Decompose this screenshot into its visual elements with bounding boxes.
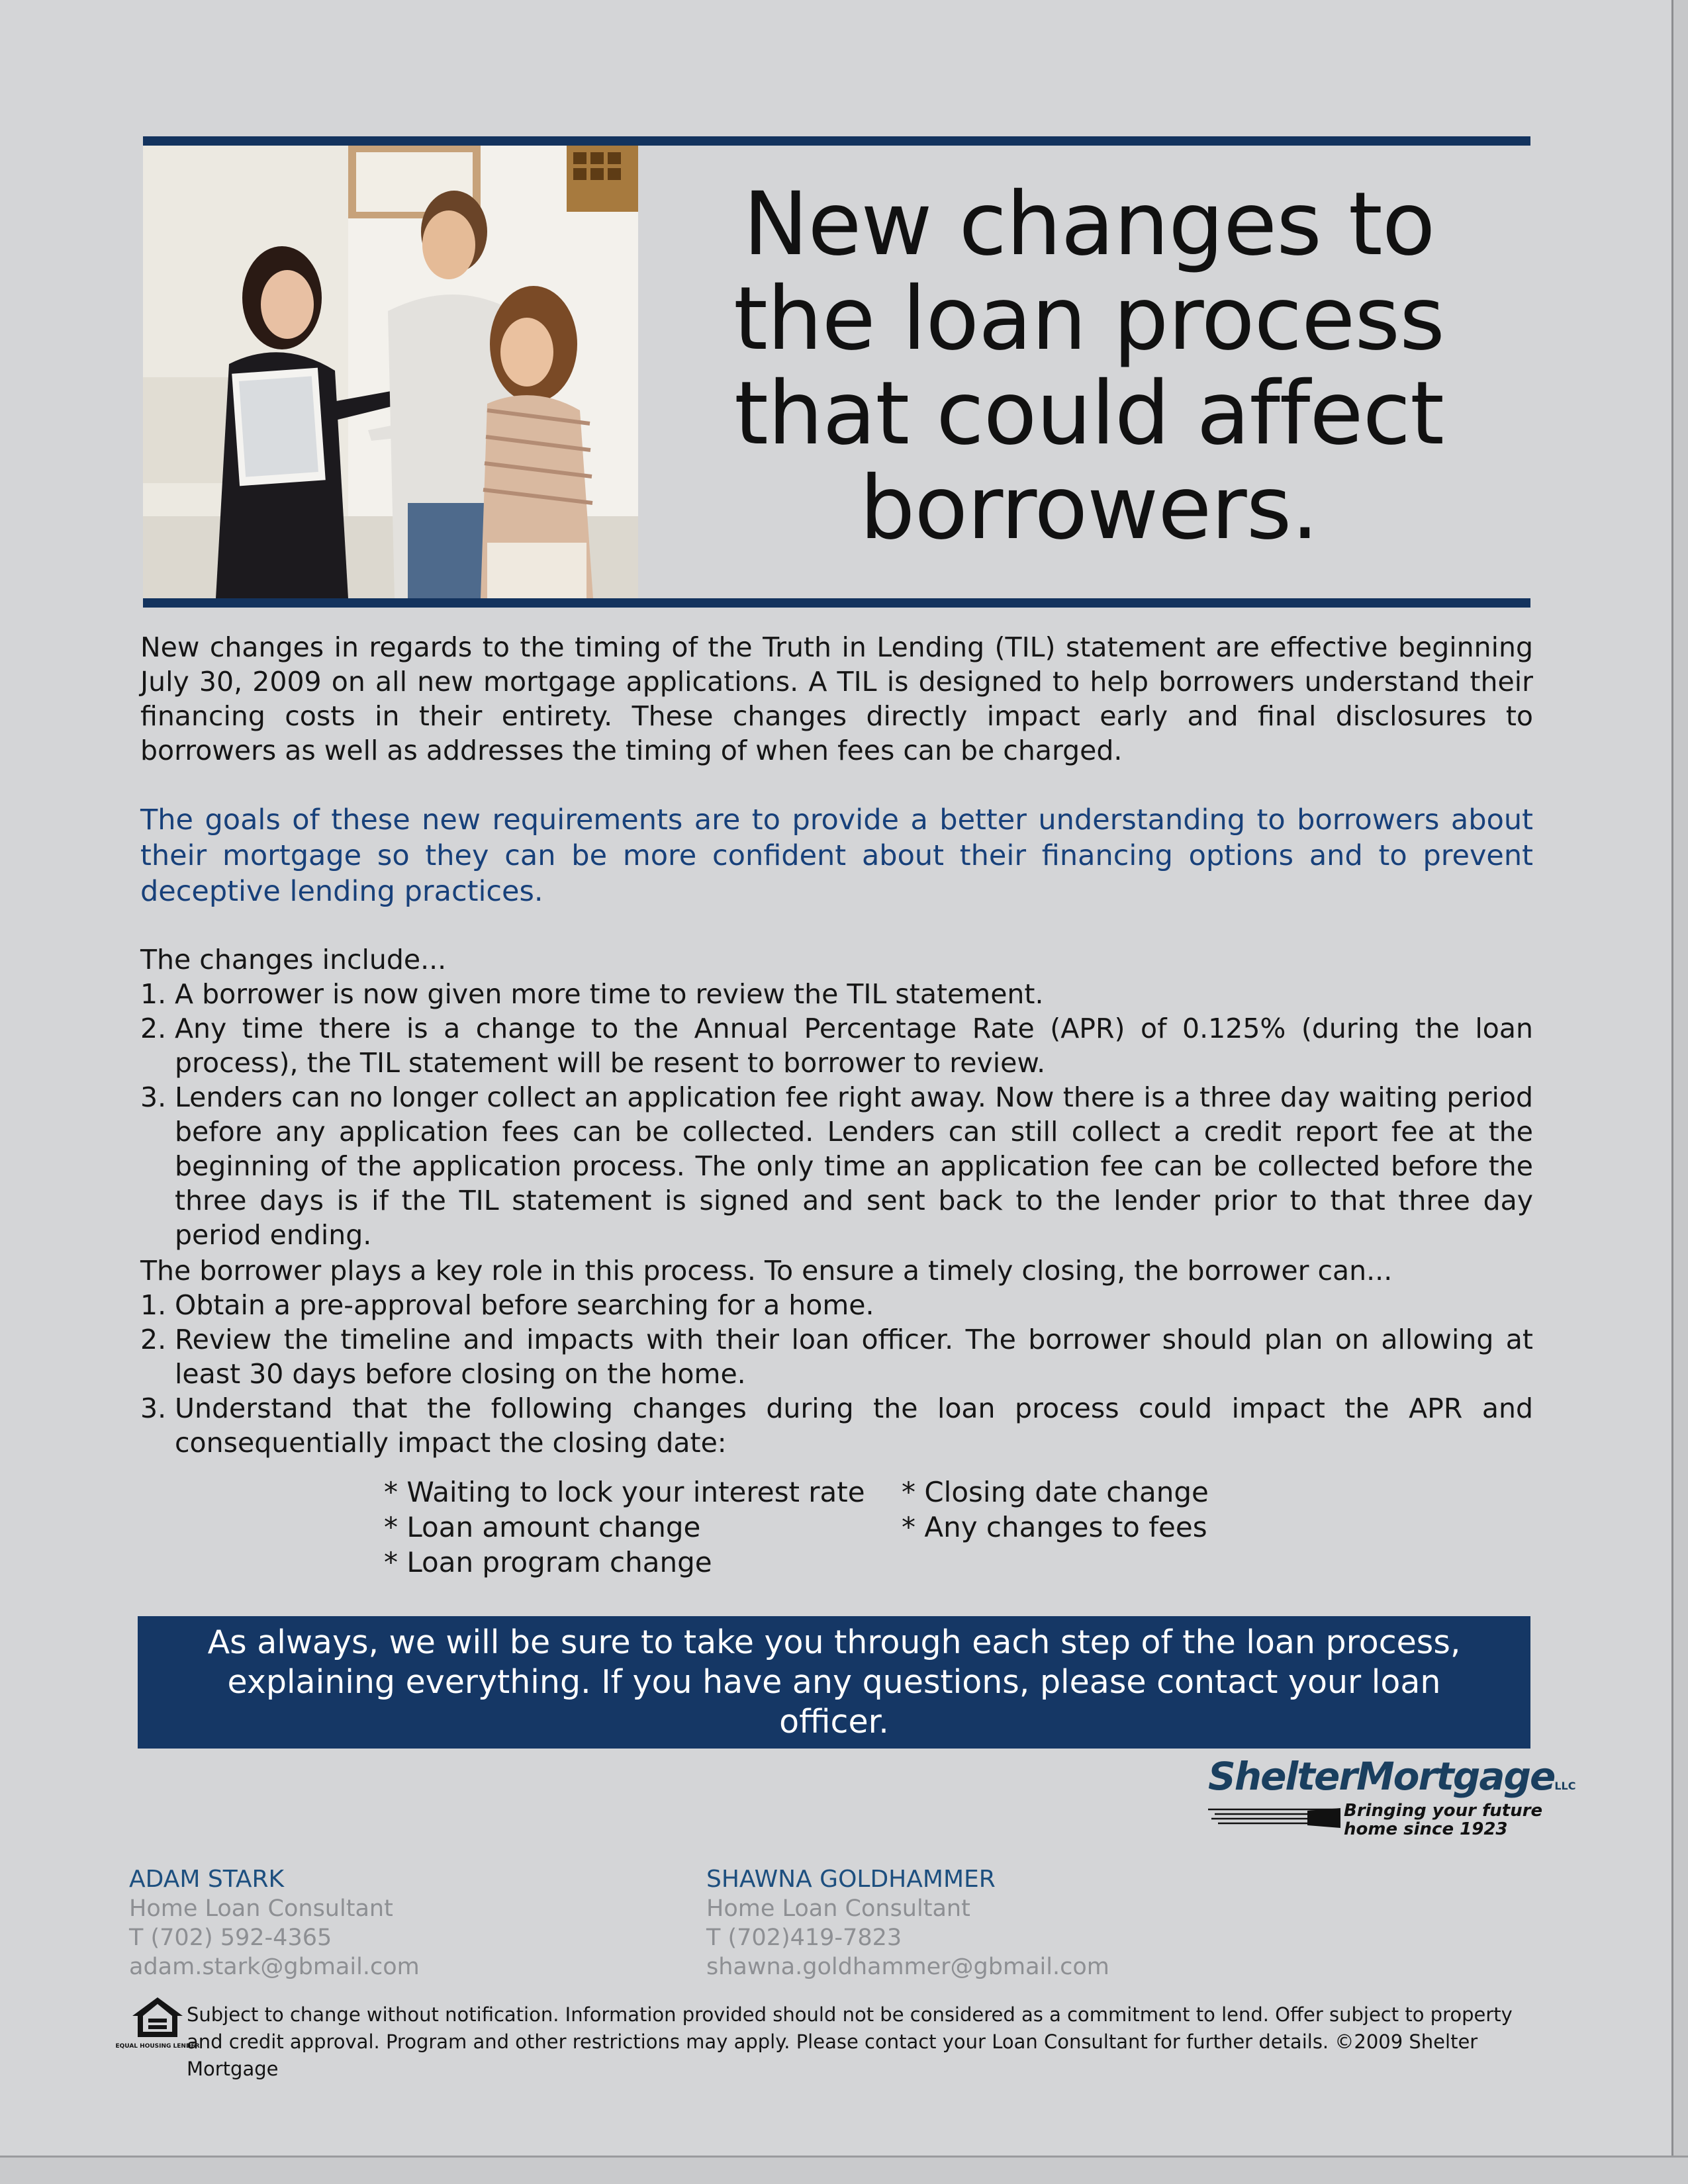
list-number: 1. xyxy=(140,978,167,1010)
logo-tagline xyxy=(1344,1801,1542,1839)
contact-title: Home Loan Consultant xyxy=(706,1895,970,1922)
bullet-item: * Waiting to lock your interest rate xyxy=(384,1476,865,1508)
list-item xyxy=(140,1288,1533,1322)
bullet-item: * Closing date change xyxy=(902,1476,1209,1508)
contact-phone: T (702)419-7823 xyxy=(706,1925,902,1951)
shelter-mortgage-logo xyxy=(1192,1754,1576,1840)
photo-loan-officer-handing-keys-to-couple xyxy=(143,146,638,598)
goals-paragraph: The goals of these new requirements are to provide a better understanding to borrowers about their mortgage so they can be more confident about their financing options and to prevent deceptive lending practices. xyxy=(140,803,1533,908)
apr-factors-left xyxy=(384,1475,865,1580)
list-text: Any time there is a change to the Annual Percentage Rate (APR) of 0.125% (during the loan process), the TIL statement will be resent to borrower to review. xyxy=(175,1013,1533,1079)
list-number: 1. xyxy=(140,1289,167,1321)
callout-banner xyxy=(138,1616,1530,1749)
changes-section xyxy=(140,942,1533,1252)
equal-housing-lender-icon xyxy=(115,1996,200,2052)
borrower-role-section xyxy=(140,1253,1533,1460)
contact-title: Home Loan Consultant xyxy=(129,1895,393,1922)
list-number: 2. xyxy=(140,1324,167,1355)
borrower-role-title: The borrower plays a key role in this process. To ensure a timely closing, the borrower can... xyxy=(140,1255,1393,1287)
list-item xyxy=(140,1322,1533,1391)
header-rule-top xyxy=(143,136,1530,146)
logo-suffix: LLC xyxy=(1554,1780,1576,1792)
list-item xyxy=(140,1391,1533,1460)
bullet-item: * Loan amount change xyxy=(384,1511,701,1543)
list-text: Understand that the following changes during the loan process could impact the APR and consequentially impact the closing date: xyxy=(175,1392,1533,1459)
contact-name: ADAM STARK xyxy=(129,1866,285,1893)
contact-card xyxy=(706,1865,1109,1981)
page-edge xyxy=(1671,0,1688,2184)
contact-email: adam.stark@gbmail.com xyxy=(129,1954,420,1980)
bullet-item: * Loan program change xyxy=(384,1546,712,1578)
list-text: Obtain a pre-approval before searching for a home. xyxy=(175,1289,874,1321)
list-text: A borrower is now given more time to review the TIL statement. xyxy=(175,978,1044,1010)
hero-photo xyxy=(143,146,638,598)
callout-text: As always, we will be sure to take you through each step of the loan process, explaining everything. If you have any questions, please contact your loan officer. xyxy=(207,1623,1461,1741)
borrower-role-list xyxy=(140,1288,1533,1460)
list-number: 3. xyxy=(140,1081,167,1113)
header-rule-bottom xyxy=(143,598,1530,608)
apr-factors-right xyxy=(902,1475,1209,1545)
tagline-line: home since 1923 xyxy=(1344,1819,1508,1839)
intro-paragraph: New changes in regards to the timing of the Truth in Lending (TIL) statement are effective beginning July 30, 2009 on all new mortgage applications. A TIL is designed to help borrowers understand their financing costs in their entirety. These changes directly impact early and final disclosures to borrowers as well as addresses the timing of when fees can be charged. xyxy=(140,631,1533,766)
headline: New changes to the loan process that could affect borrowers. xyxy=(733,173,1444,559)
list-text: Review the timeline and impacts with their loan officer. The borrower should plan on allowing at least 30 days before closing on the home. xyxy=(175,1324,1533,1390)
equal-housing-label: EQUAL HOUSING LENDER xyxy=(115,2043,200,2050)
logo-wordmark xyxy=(1208,1754,1576,1799)
disclaimer: Subject to change without notification. Information provided should not be considered as a commitment to lend. Offer subject to property and credit approval. Program and other restrictions may apply. Please contact your Loan Consultant for further details. ©2009 Shelter Mortgage xyxy=(187,2003,1513,2080)
list-item xyxy=(140,1011,1533,1080)
bullet-item: * Any changes to fees xyxy=(902,1511,1207,1543)
list-number: 2. xyxy=(140,1013,167,1044)
logo-name: ShelterMortgage xyxy=(1208,1754,1555,1799)
speed-lines-icon xyxy=(1208,1805,1340,1832)
list-text: Lenders can no longer collect an application fee right away. Now there is a three day waiting period before any application fees can be collected. Lenders can still collect a credit report fee at the beginning of the application process. The only time an application fee can be collected before the three days is if the TIL statement is signed and sent back to the lender prior to that three day period ending. xyxy=(175,1081,1533,1251)
page-edge xyxy=(0,2156,1688,2184)
contact-phone: T (702) 592-4365 xyxy=(129,1925,332,1951)
contact-email: shawna.goldhammer@gbmail.com xyxy=(706,1954,1109,1980)
contact-name: SHAWNA GOLDHAMMER xyxy=(706,1866,996,1893)
tagline-line: Bringing your future xyxy=(1344,1801,1543,1821)
list-item xyxy=(140,1080,1533,1252)
changes-title: The changes include... xyxy=(140,944,447,976)
list-number: 3. xyxy=(140,1392,167,1424)
list-item xyxy=(140,977,1533,1011)
contact-card xyxy=(129,1865,420,1981)
changes-list xyxy=(140,977,1533,1252)
